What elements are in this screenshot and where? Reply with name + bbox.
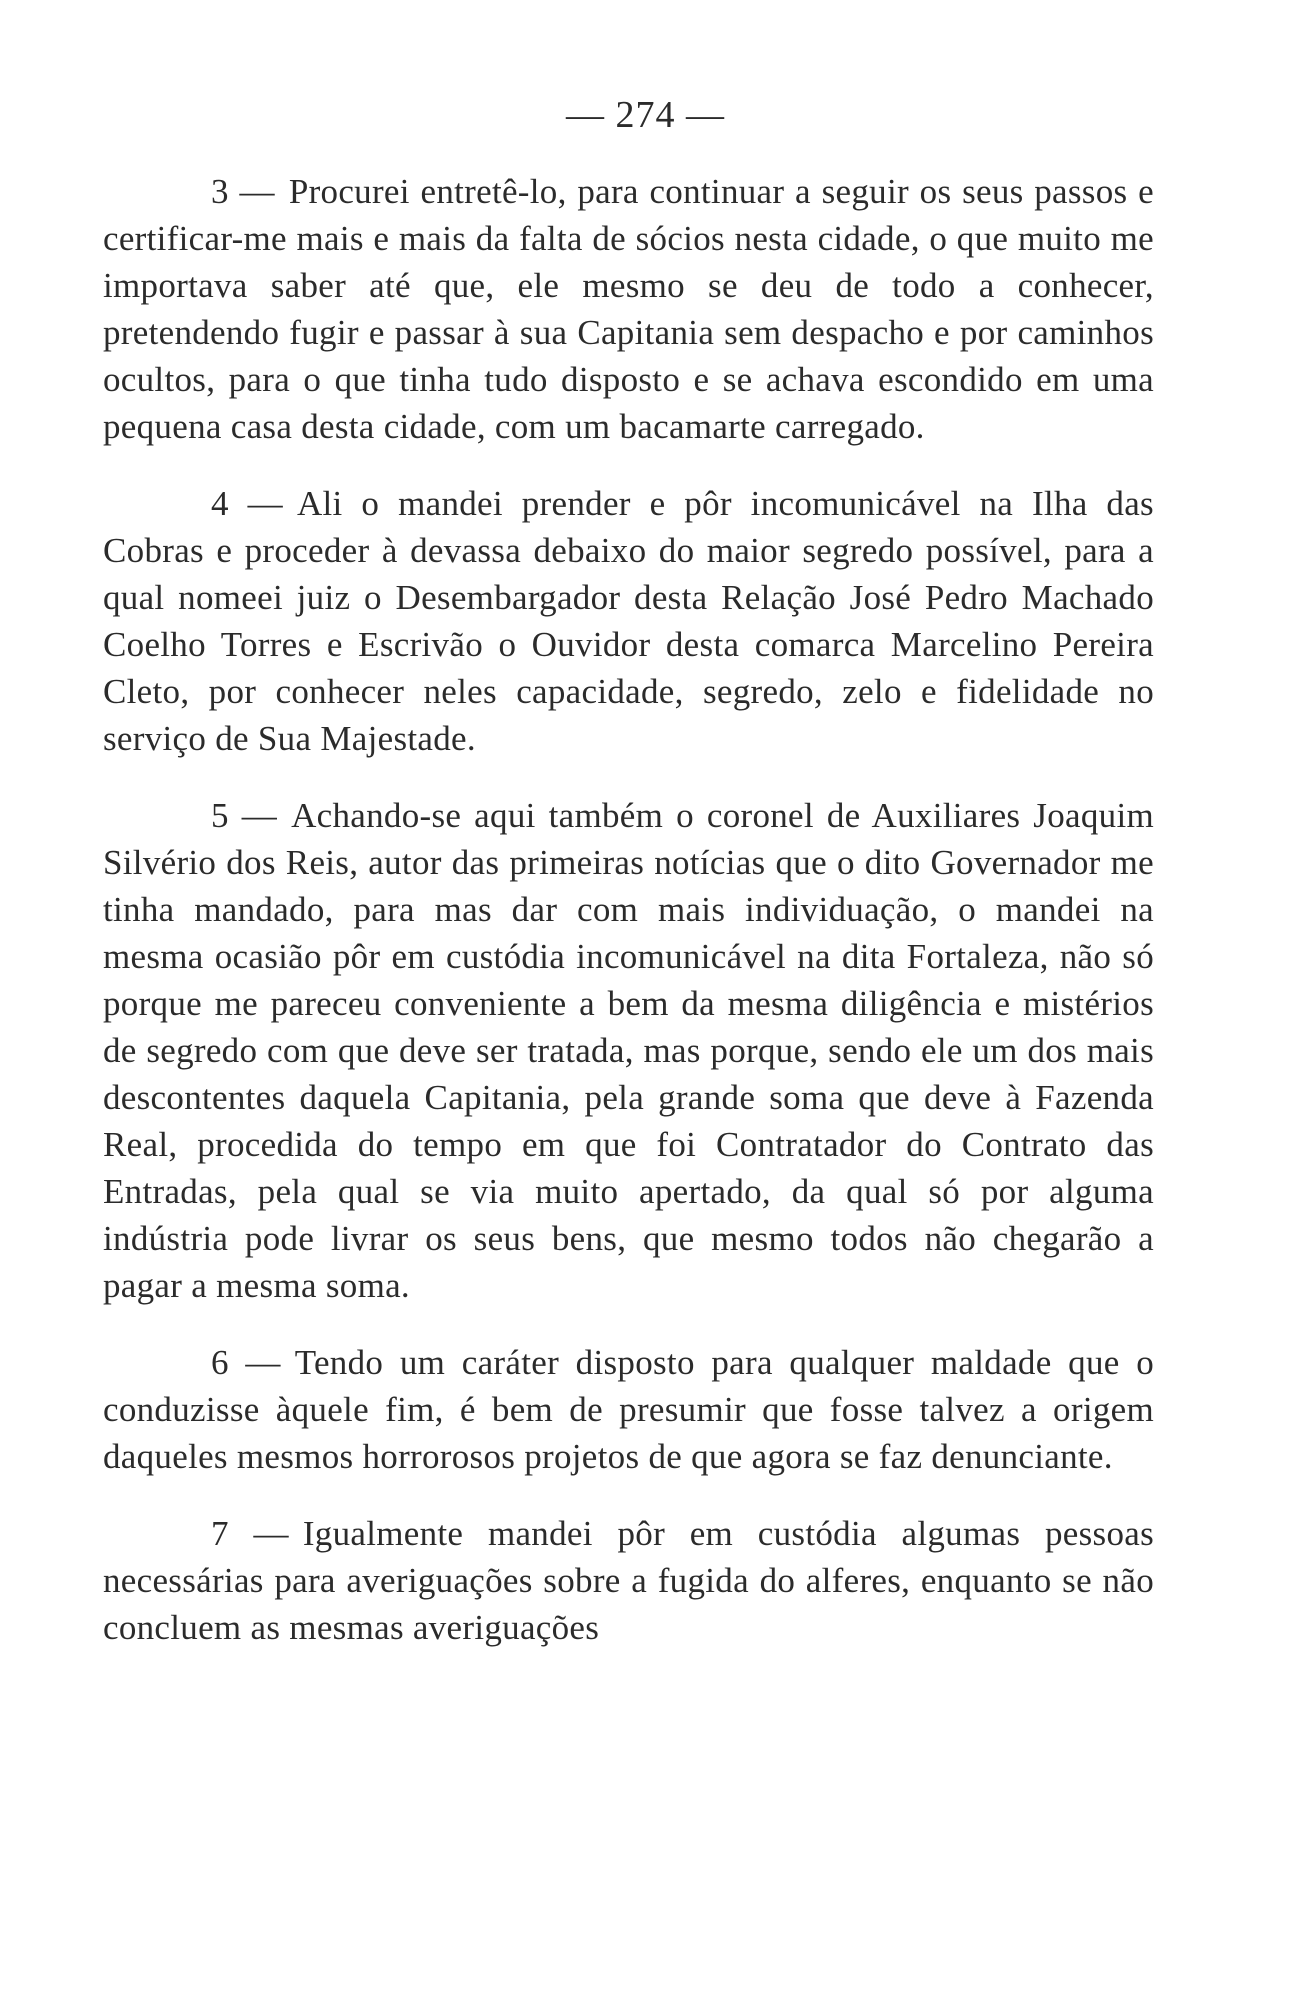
paragraph-text: Achando-se aqui também o coronel de Auxiliares Joaquim Silvério dos Reis, autor das primeiras notícias que o dito Governador me tinha mandado, para mas dar com mais individuação, o mandei na mesma ocasião pôr em custódia incomunicável na dita Fortaleza, não só porque me pareceu conveniente a bem da mesma diligência e mistérios de segredo com que deve ser tratada, mas porque, sendo ele um dos mais descontentes daquela Capitania, pela grande soma que deve à Fazenda Real, procedida do tempo em que foi Contratador do Contrato das Entradas, pela qual se via muito apertado, da qual só por alguma indústria pode livrar os seus bens, que mesmo todos não chegarão a pagar a mesma soma. xyxy=(103,796,1154,1305)
page-number: — 274 — xyxy=(566,94,725,136)
paragraph-6 xyxy=(103,1339,1154,1480)
paragraph-number: 4 — xyxy=(211,484,283,523)
paragraph-number: 5 — xyxy=(211,796,278,835)
paragraph-7 xyxy=(103,1510,1154,1651)
paragraph-text: Ali o mandei prender e pôr incomunicável na Ilha das Cobras e proceder à devassa debaixo do maior segredo possível, para a qual nomeei juiz o Desembargador desta Relação José Pedro Machado Coelho Torres e Escrivão o Ouvidor desta comarca Marcelino Pereira Cleto, por conhecer neles capacidade, segredo, zelo e fidelidade no serviço de Sua Majestade. xyxy=(103,484,1154,758)
paragraph-number: 6 — xyxy=(211,1343,281,1382)
paragraph-5 xyxy=(103,792,1154,1309)
paragraph-number: 3 — xyxy=(211,172,275,211)
paragraph-text: Procurei entretê-lo, para continuar a seguir os seus passos e certificar-me mais e mais da falta de sócios nesta cidade, o que muito me importava saber até que, ele mesmo se deu de todo a conhecer, pretendendo fugir e passar à sua Capitania sem despacho e por caminhos ocultos, para o que tinha tudo disposto e se achava escondido em uma pequena casa desta cidade, com um bacamarte carregado. xyxy=(103,172,1154,446)
paragraph-text: Igualmente mandei pôr em custódia algumas pessoas necessárias para averiguações sobre a fugida do alferes, enquanto se não concluem as mesmas averiguações xyxy=(103,1514,1154,1647)
paragraph-3 xyxy=(103,168,1154,450)
paragraph-text: Tendo um caráter disposto para qualquer maldade que o conduzisse àquele fim, é bem de presumir que fosse talvez a origem daqueles mesmos horrorosos projetos de que agora se faz denunciante. xyxy=(103,1343,1155,1476)
paragraph-4 xyxy=(103,480,1154,762)
body-text xyxy=(103,168,1154,1651)
paragraph-number: 7 — xyxy=(211,1514,289,1553)
